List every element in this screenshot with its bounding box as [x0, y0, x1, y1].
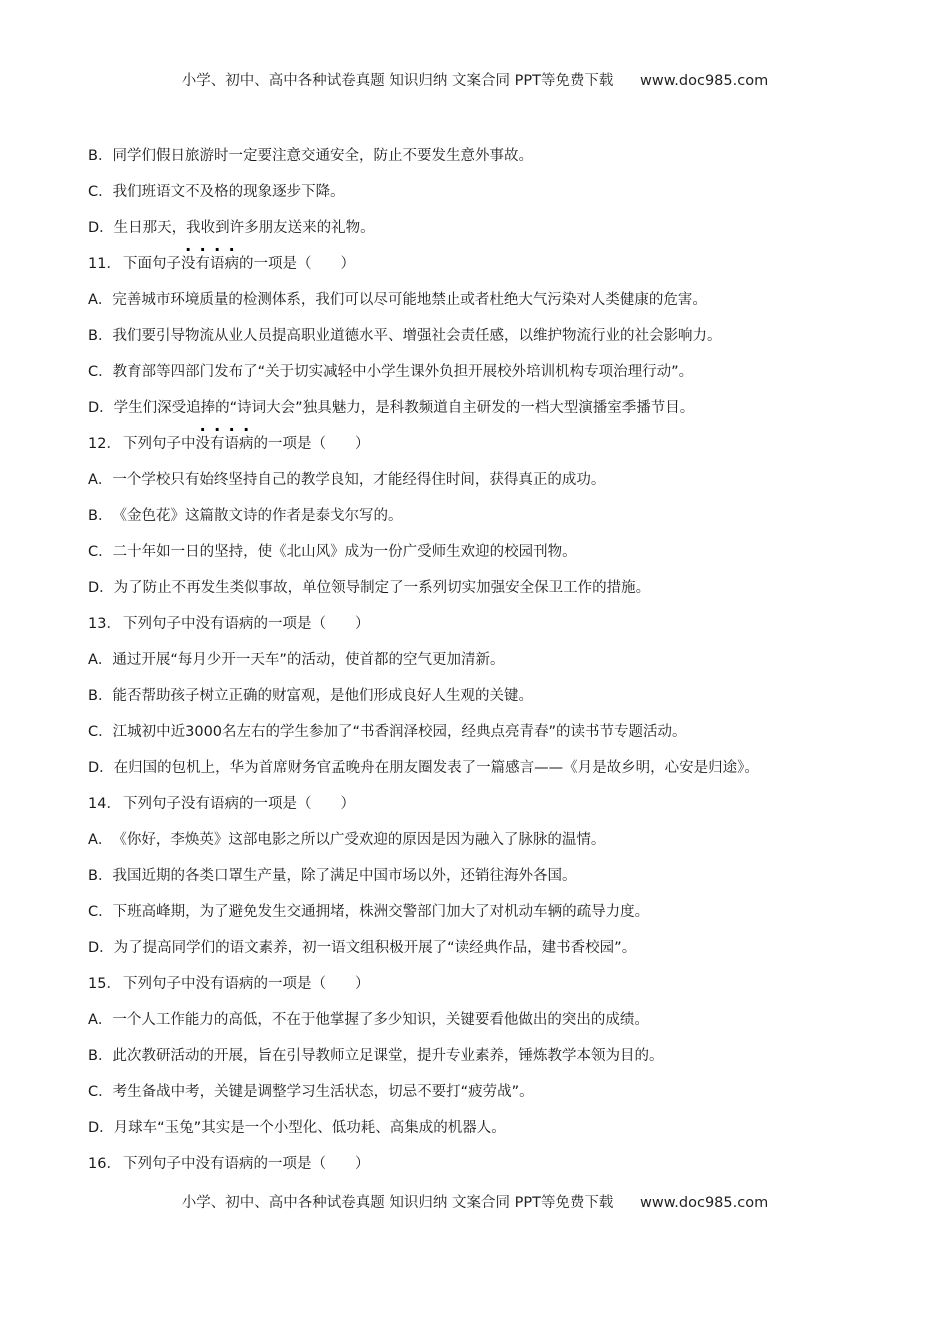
question-stem-12: 12． 下列句子中没有语病的一项是（ ） [88, 436, 370, 452]
option-line: B．我国近期的各类口罩生产量，除了满足中国市场以外，还销往海外各国。 [88, 868, 577, 884]
question-stem-11: 11． 下面句子没有语病的一项是（ ） [88, 256, 355, 272]
question-stem-13: 13． 下列句子中没有语病的一项是（ ） [88, 616, 370, 632]
option-line: C．下班高峰期，为了避免发生交通拥堵，株洲交警部门加大了对机动车辆的疏导力度。 [88, 904, 650, 920]
option-line: C．我们班语文不及格的现象逐步下降。 [88, 184, 345, 200]
option-line: A．通过开展“每月少开一天车”的活动，使首都的空气更加清新。 [88, 652, 505, 668]
question-stem-15: 15． 下列句子中没有语病的一项是（ ） [88, 976, 370, 992]
option-line: D．为了防止不再发生类似事故，单位领导制定了一系列切实加强安全保卫工作的措施。 [88, 580, 651, 596]
option-line: D．在归国的包机上，华为首席财务官孟晚舟在朋友圈发表了一篇感言——《月是故乡明，心安是归途》。 [88, 760, 759, 776]
footer-site-url[interactable]: www.doc985.com [640, 1195, 769, 1211]
option-line: C．考生备战中考，关键是调整学习生活状态，切忌不要打“疲劳战”。 [88, 1084, 534, 1100]
option-line: A．一个学校只有始终坚持自己的教学良知，才能经得住时间，获得真正的成功。 [88, 472, 606, 488]
footer-text: 小学、初中、高中各种试卷真题 知识归纳 文案合同 PPT等免费下载 [181, 1195, 614, 1211]
header-text: 小学、初中、高中各种试卷真题 知识归纳 文案合同 PPT等免费下载 [181, 73, 614, 89]
option-line: A．《你好，李焕英》这部电影之所以广受欢迎的原因是因为融入了脉脉的温情。 [88, 832, 606, 848]
page-footer [0, 1191, 950, 1212]
option-line: B．能否帮助孩子树立正确的财富观，是他们形成良好人生观的关键。 [88, 688, 533, 704]
option-line: B．《金色花》这篇散文诗的作者是泰戈尔写的。 [88, 508, 403, 524]
option-line: B．我们要引导物流从业人员提高职业道德水平、增强社会责任感，以维护物流行业的社会影响力。 [88, 328, 722, 344]
option-line: C．教育部等四部门发布了“关于切实减轻中小学生课外负担开展校外培训机构专项治理行动”。 [88, 364, 694, 380]
option-line: D．学生们深受追捧的“诗词大会”独具魅力，是科教频道自主研发的一档大型演播室季播节目。 [88, 400, 695, 416]
option-line: B．同学们假日旅游时一定要注意交通安全，防止不要发生意外事故。 [88, 148, 533, 164]
page-header [0, 69, 950, 90]
option-line: B．此次教研活动的开展，旨在引导教师立足课堂，提升专业素养，锤炼教学本领为目的。 [88, 1048, 664, 1064]
option-line: C．江城初中近3000名左右的学生参加了“书香润泽校园，经典点亮青春”的读书节专题活动。 [88, 724, 687, 740]
option-line: A．完善城市环境质量的检测体系，我们可以尽可能地禁止或者杜绝大气污染对人类健康的危害。 [88, 292, 707, 308]
option-line: D．生日那天，我收到许多朋友送来的礼物。 [88, 220, 375, 236]
option-line: C．二十年如一日的坚持，使《北山风》成为一份广受师生欢迎的校园刊物。 [88, 544, 577, 560]
option-line: D．月球车“玉兔”其实是一个小型化、低功耗、高集成的机器人。 [88, 1120, 506, 1136]
option-line: A．一个人工作能力的高低，不在于他掌握了多少知识，关键要看他做出的突出的成绩。 [88, 1012, 649, 1028]
question-content [88, 146, 888, 1190]
option-line: D．为了提高同学们的语文素养，初一语文组积极开展了“读经典作品，建书香校园”。 [88, 940, 637, 956]
question-stem-16: 16． 下列句子中没有语病的一项是（ ） [88, 1156, 370, 1172]
question-stem-14: 14． 下列句子没有语病的一项是（ ） [88, 796, 355, 812]
header-site-url[interactable]: www.doc985.com [640, 73, 769, 89]
